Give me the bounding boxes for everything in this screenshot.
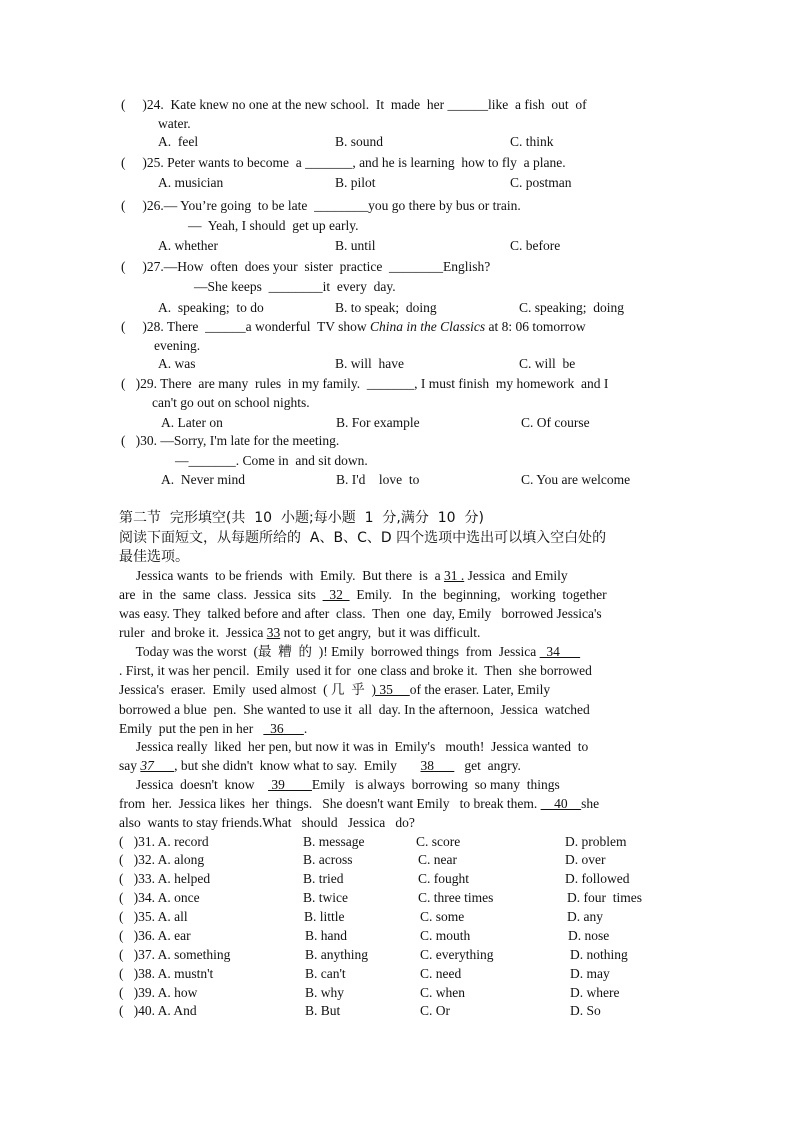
- choice-39-d: D. where: [570, 985, 620, 1000]
- question-24-text: ( )24. Kate knew no one at the new school. It made her ______like a fish out of: [121, 97, 587, 112]
- choice-36-b: B. hand: [305, 928, 347, 943]
- passage-text: Today was the worst (最 糟 的 )! Emily borrowed things from Jessica: [119, 644, 540, 659]
- question-28-option-a: A. was: [158, 356, 196, 371]
- passage-text: ruler and broke it. Jessica: [119, 625, 267, 640]
- question-30-option-a: A. Never mind: [161, 472, 245, 487]
- question-24-text-cont: water.: [158, 116, 191, 131]
- passage-line: . First, it was her pencil. Emily used it for one class and broke it. Then she borrowed: [119, 663, 592, 678]
- choice-36-a: ( )36. A. ear: [119, 928, 191, 943]
- choice-35-d: D. any: [567, 909, 603, 924]
- passage-text: she: [581, 796, 600, 811]
- choice-31-b: B. message: [303, 834, 365, 849]
- question-28-text-cont: evening.: [154, 338, 201, 353]
- blank-40: 40: [540, 796, 582, 811]
- question-25-text: ( )25. Peter wants to become a _______, and he is learning how to fly a plane.: [121, 155, 566, 170]
- question-27-option-b: B. to speak; doing: [335, 300, 437, 315]
- choice-33-c: C. fought: [418, 871, 470, 886]
- question-29-option-c: C. Of course: [521, 415, 590, 430]
- choice-32-a: ( )32. A. along: [119, 852, 205, 867]
- choice-39-a: ( )39. A. how: [119, 985, 198, 1000]
- question-25-option-b: B. pilot: [335, 175, 376, 190]
- section-heading: 第二节 完形填空(共 10 小题;每小题 1 分,满分 10 分): [119, 510, 484, 526]
- choice-40-b: B. But: [305, 1003, 341, 1018]
- choice-37-c: C. everything: [420, 947, 494, 962]
- choice-32-b: B. across: [303, 852, 353, 867]
- blank-34: 34: [539, 644, 581, 659]
- passage-text: Jessica wants to be friends with Emily. But there is a: [119, 568, 444, 583]
- choice-38-d: D. may: [570, 966, 610, 981]
- question-29-option-b: B. For example: [336, 415, 420, 430]
- passage-text: get angry.: [454, 758, 521, 773]
- choice-32-c: C. near: [418, 852, 457, 867]
- question-30-option-c: C. You are welcome: [521, 472, 631, 487]
- show-title: China in the Classics: [369, 319, 486, 334]
- choice-33-a: ( )33. A. helped: [119, 871, 211, 886]
- choice-38-b: B. can't: [305, 966, 346, 981]
- question-26-text: ( )26.— You’re going to be late ________you go there by bus or train.: [121, 198, 521, 213]
- choice-34-d: D. four times: [567, 890, 642, 905]
- choice-40-c: C. Or: [420, 1003, 450, 1018]
- choice-36-c: C. mouth: [420, 928, 471, 943]
- choice-31-c: C. score: [416, 834, 461, 849]
- passage-text: Jessica and Emily: [464, 568, 568, 583]
- question-24-option-c: C. think: [510, 134, 554, 149]
- choice-35-a: ( )35. A. all: [119, 909, 188, 924]
- blank-39: 39: [268, 777, 312, 792]
- blank-31: 31 .: [443, 568, 465, 583]
- passage-line: [119, 757, 521, 775]
- question-27-text: ( )27.—How often does your sister practice ________English?: [121, 259, 491, 274]
- passage-line: Jessica really liked her pen, but now it was in Emily's mouth! Jessica wanted to: [119, 739, 589, 754]
- passage-text: .: [303, 721, 308, 736]
- choice-31-d: D. problem: [565, 834, 627, 849]
- question-25-option-c: C. postman: [510, 175, 572, 190]
- question-28-option-c: C. will be: [519, 356, 576, 371]
- passage-line: [119, 776, 560, 794]
- choice-35-b: B. little: [304, 909, 345, 924]
- passage-text: Jessica doesn't know: [119, 777, 269, 792]
- question-29-text: ( )29. There are many rules in my family. _______, I must finish my homework and I: [121, 376, 609, 391]
- blank-33: 33: [266, 625, 281, 640]
- choice-37-d: D. nothing: [570, 947, 628, 962]
- choice-38-a: ( )38. A. mustn't: [119, 966, 214, 981]
- question-29-text-cont: can't go out on school nights.: [152, 395, 310, 410]
- passage-text: of the eraser. Later, Emily: [409, 682, 551, 697]
- choice-37-b: B. anything: [305, 947, 368, 962]
- choice-33-b: B. tried: [303, 871, 344, 886]
- passage-text: Emily is always borrowing so many things: [311, 777, 560, 792]
- question-26-response: — Yeah, I should get up early.: [188, 218, 359, 233]
- passage-line: [119, 624, 480, 642]
- passage-line: [119, 643, 580, 661]
- passage-line: also wants to stay friends.What should Jessica do?: [119, 815, 415, 830]
- question-24-option-a: A. feel: [158, 134, 199, 149]
- choice-31-a: ( )31. A. record: [119, 834, 209, 849]
- passage-text: are in the same class. Jessica sits: [119, 587, 323, 602]
- section-instruction: 阅读下面短文，从每题所给的 A、B、C、D 四个选项中选出可以填入空白处的: [119, 530, 607, 546]
- passage-line: [119, 720, 307, 738]
- question-26-option-b: B. until: [335, 238, 376, 253]
- passage-line: borrowed a blue pen. She wanted to use it all day. In the afternoon, Jessica watched: [119, 702, 590, 717]
- choice-40-d: D. So: [570, 1003, 601, 1018]
- choice-33-d: D. followed: [565, 871, 630, 886]
- passage-text: Jessica's eraser. Emily used almost ( 几 乎: [119, 682, 372, 697]
- section-instruction-cont: 最佳选项。: [119, 549, 189, 565]
- passage-text: Emily. In the beginning, working together: [349, 587, 607, 602]
- choice-39-c: C. when: [420, 985, 465, 1000]
- question-30-option-b: B. I'd love to: [336, 472, 420, 487]
- choice-39-b: B. why: [305, 985, 345, 1000]
- passage-line: [119, 795, 599, 813]
- choice-35-c: C. some: [420, 909, 465, 924]
- question-26-option-a: A. whether: [158, 238, 218, 253]
- passage-line: was easy. They talked before and after class. Then one day, Emily borrowed Jessica's: [119, 606, 602, 621]
- passage-text: Emily put the pen in her: [119, 721, 264, 736]
- choice-37-a: ( )37. A. something: [119, 947, 231, 962]
- question-24-option-b: B. sound: [335, 134, 384, 149]
- question-30-text: ( )30. —Sorry, I'm late for the meeting.: [121, 433, 340, 448]
- passage-text: say: [119, 758, 141, 773]
- blank-36: 36: [263, 721, 304, 736]
- choice-32-d: D. over: [565, 852, 606, 867]
- choice-38-c: C. need: [420, 966, 462, 981]
- passage-line: [119, 567, 568, 585]
- passage-text: not to get angry, but it was difficult.: [280, 625, 481, 640]
- choice-40-a: ( )40. A. And: [119, 1003, 197, 1018]
- choice-34-a: ( )34. A. once: [119, 890, 200, 905]
- blank-37: 37: [140, 758, 175, 773]
- passage-text: , but she didn't know what to say. Emily: [174, 758, 421, 773]
- question-28-text-start: ( )28. There ______a wonderful TV show: [121, 319, 370, 334]
- passage-text: from her. Jessica likes her things. She doesn't want Emily to break them.: [119, 796, 541, 811]
- blank-32: 32: [322, 587, 350, 602]
- question-27-option-a: A. speaking; to do: [158, 300, 264, 315]
- question-29-option-a: A. Later on: [161, 415, 223, 430]
- question-26-option-c: C. before: [510, 238, 561, 253]
- blank-35: ) 35: [371, 682, 410, 697]
- question-25-option-a: A. musician: [158, 175, 224, 190]
- question-27-option-c: C. speaking; doing: [519, 300, 624, 315]
- passage-line: [119, 586, 607, 604]
- choice-36-d: D. nose: [568, 928, 610, 943]
- question-28-text: [121, 318, 586, 336]
- question-28-text-end: at 8: 06 tomorrow: [485, 319, 586, 334]
- blank-38: 38: [420, 758, 455, 773]
- choice-34-b: B. twice: [303, 890, 348, 905]
- passage-line: [119, 681, 550, 699]
- question-28-option-b: B. will have: [335, 356, 404, 371]
- question-27-response: —She keeps ________it every day.: [194, 279, 396, 294]
- choice-34-c: C. three times: [418, 890, 494, 905]
- question-30-response: —_______. Come in and sit down.: [175, 453, 368, 468]
